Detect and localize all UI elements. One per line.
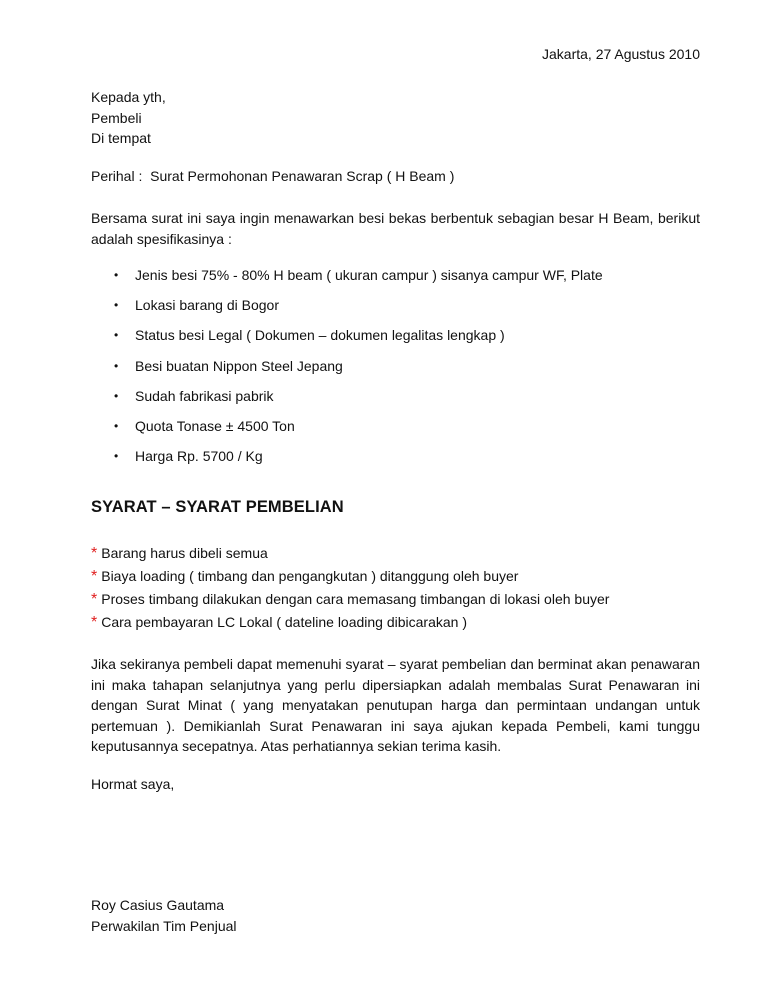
bullet-icon: • bbox=[114, 388, 119, 403]
term-text: Cara pembayaran LC Lokal ( dateline loading dibicarakan ) bbox=[101, 614, 468, 630]
star-icon: * bbox=[91, 614, 98, 631]
terms-list bbox=[91, 543, 609, 635]
signer-title: Perwakilan Tim Penjual bbox=[91, 917, 237, 934]
spec-text: Harga Rp. 5700 / Kg bbox=[135, 448, 263, 465]
term-text: Proses timbang dilakukan dengan cara memasang timbangan di lokasi oleh buyer bbox=[101, 591, 610, 607]
signer-name: Roy Casius Gautama bbox=[91, 897, 225, 913]
spec-item bbox=[91, 356, 603, 386]
spec-text: Sudah fabrikasi pabrik bbox=[135, 387, 274, 404]
spec-item bbox=[91, 295, 603, 325]
spec-list bbox=[91, 265, 603, 476]
term-item bbox=[91, 612, 609, 635]
term-item bbox=[91, 543, 609, 566]
subject-line: Perihal : Surat Permohonan Penawaran Scrap ( H Beam ) bbox=[91, 168, 455, 184]
term-text: Biaya loading ( timbang dan pengangkutan ) ditanggung oleh buyer bbox=[101, 568, 519, 584]
bullet-icon: • bbox=[114, 358, 119, 373]
spec-text: Besi buatan Nippon Steel Jepang bbox=[135, 357, 343, 374]
star-icon: * bbox=[91, 591, 98, 608]
recipient-line: Di tempat bbox=[91, 130, 151, 146]
signature-block bbox=[91, 895, 237, 936]
bullet-icon: • bbox=[114, 268, 119, 282]
terms-heading: SYARAT – SYARAT PEMBELIAN bbox=[91, 498, 344, 516]
spec-text: Quota Tonase ± 4500 Ton bbox=[135, 417, 295, 434]
star-icon: * bbox=[91, 568, 98, 585]
bullet-icon: • bbox=[114, 298, 119, 313]
recipient-block bbox=[91, 87, 166, 149]
star-icon: * bbox=[91, 545, 98, 562]
spec-text: Status besi Legal ( Dokumen – dokumen legalitas lengkap ) bbox=[135, 327, 505, 344]
spec-text: Lokasi barang di Bogor bbox=[135, 297, 279, 314]
recipient-line: Kepada yth, bbox=[91, 89, 166, 105]
regards-line: Hormat saya, bbox=[91, 776, 175, 792]
spec-item bbox=[91, 416, 603, 446]
letter-date: Jakarta, 27 Agustus 2010 bbox=[542, 46, 700, 62]
term-item bbox=[91, 589, 609, 612]
spec-item bbox=[91, 325, 603, 355]
term-text: Barang harus dibeli semua bbox=[101, 545, 268, 561]
bullet-icon: • bbox=[114, 449, 119, 464]
term-item bbox=[91, 566, 609, 589]
closing-paragraph: Jika sekiranya pembeli dapat memenuhi syarat – syarat pembelian dan berminat akan penawaran ini maka tahapan selanjutnya yang perlu dipersiapkan adalah membalas Surat Penawaran ini dengan Surat Minat ( yang menyatakan penutupan harga dan permintaan undangan untuk pertemuan ). Demikianlah Surat Penawaran ini saya ajukan kepada Pembeli, kami tunggu keputusannya secepatnya. Atas perhatiannya sekian terima kasih. bbox=[91, 656, 700, 754]
spec-item bbox=[91, 446, 603, 476]
bullet-icon: • bbox=[114, 328, 119, 343]
bullet-icon: • bbox=[114, 418, 119, 433]
recipient-line: Pembeli bbox=[91, 109, 142, 126]
spec-item bbox=[91, 265, 603, 295]
intro-paragraph: Bersama surat ini saya ingin menawarkan besi bekas berbentuk sebagian besar H Beam, berikut adalah spesifikasinya : bbox=[91, 210, 700, 247]
spec-item bbox=[91, 386, 603, 416]
spec-text: Jenis besi 75% - 80% H beam ( ukuran campur ) sisanya campur WF, Plate bbox=[135, 267, 603, 283]
